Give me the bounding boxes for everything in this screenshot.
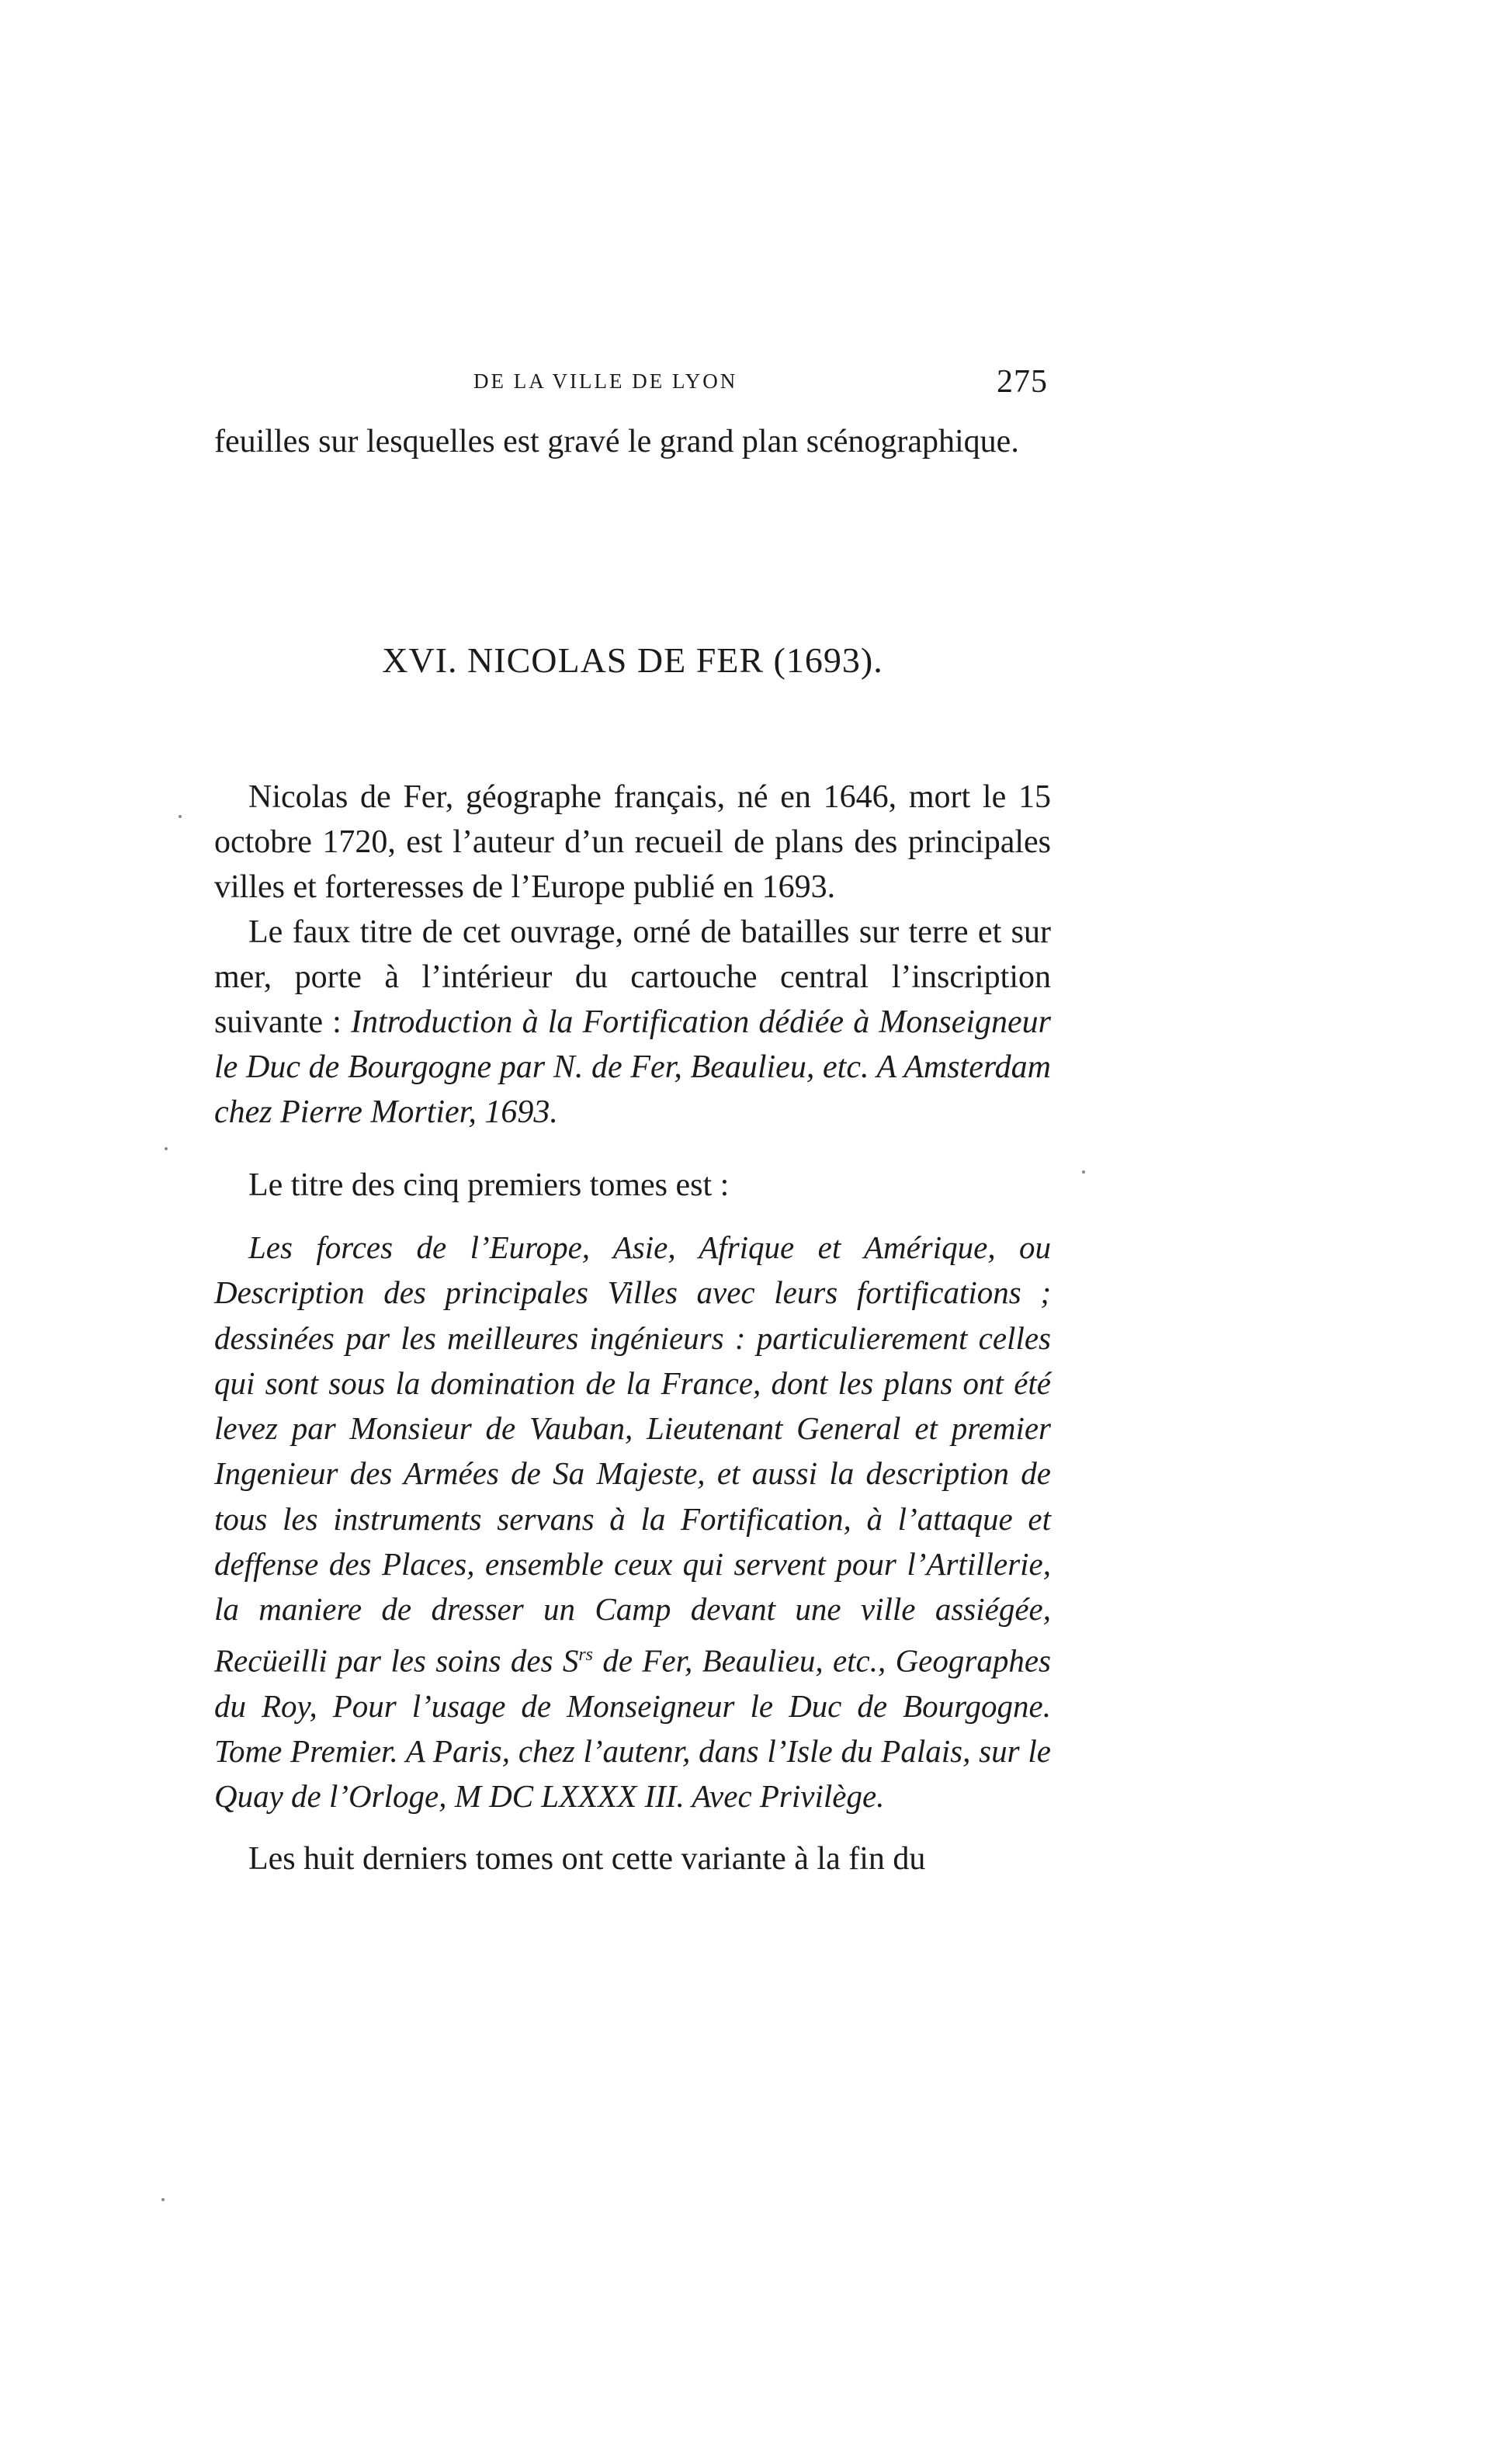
scan-speck [161,2198,165,2201]
scan-speck [179,815,182,818]
paragraph-title-intro: Le titre des cinq premiers tomes est : [248,1167,730,1203]
paragraph-false-title [214,910,1051,1135]
scan-speck [1082,1170,1085,1174]
running-head [473,365,1048,404]
quotation-text [214,1225,1051,1819]
paragraph-variant: Les huit derniers tomes ont cette variante à la fin du [248,1841,926,1877]
body-paragraph-bottom [214,1836,1051,1881]
quotation-text-part-2: de Fer, Beaulieu, etc., Geographes du Roy, Pour l’usage de Monseigneur le Duc de Bourgogne. Tome Premier. A Paris, chez l’autenr, dans l’Isle du Palais, sur le Quay de l’Orloge, M DC LXXXX III. Avec Privilège. [214,1642,1051,1815]
scan-speck [165,1147,168,1150]
page-number: 275 [997,364,1048,400]
section-heading: XVI. NICOLAS DE FER (1693). [382,640,883,680]
carry-over-text: feuilles sur lesquelles est gravé le grand plan scénographique. [214,424,1019,459]
quotation-text-part-1: Les forces de l’Europe, Asie, Afrique et Amérique, ou Description des principales Villes avec leurs fortifications ; dessinées par les meilleures ingénieurs : particulierement celles qui sont sous la domination de la France, dont les plans ont été levez par Monsieur de Vauban, Lieutenant General et premier Ingenieur des Armées de Sa Majeste, et aussi la description de tous les instruments servans à la Fortification, à l’attaque et deffense des Places, ensemble ceux qui servent pour l’Artillerie, la maniere de dresser un Camp devant une ville assiégée, Recüeilli par les soins des S [214,1229,1051,1679]
paragraph-false-title-inscription: Introduction à la Fortification dédiée à Monseigneur le Duc de Bourgogne par N. de Fer, Beaulieu, etc. A Amsterdam chez Pierre Mortier, 1693. [214,1004,1051,1130]
carry-over-paragraph [214,419,1051,464]
paragraph-biography: Nicolas de Fer, géographe français, né en 1646, mort le 15 octobre 1720, est l’auteur d’un recueil de plans des principales villes et forteresses de l’Europe publié en 1693. [214,779,1051,905]
title-quotation [214,1225,1051,1819]
quotation-superscript: rs [578,1644,594,1665]
body-paragraph-middle [214,1163,1051,1208]
paragraph-false-title-lead: Le faux titre de cet ouvrage, orné de batailles sur terre et sur mer, porte à l’intérieur du cartouche central l’inscription suivante : [214,914,1051,1040]
running-title: DE LA VILLE DE LYON [473,369,738,393]
body-paragraphs-top [214,775,1051,1135]
